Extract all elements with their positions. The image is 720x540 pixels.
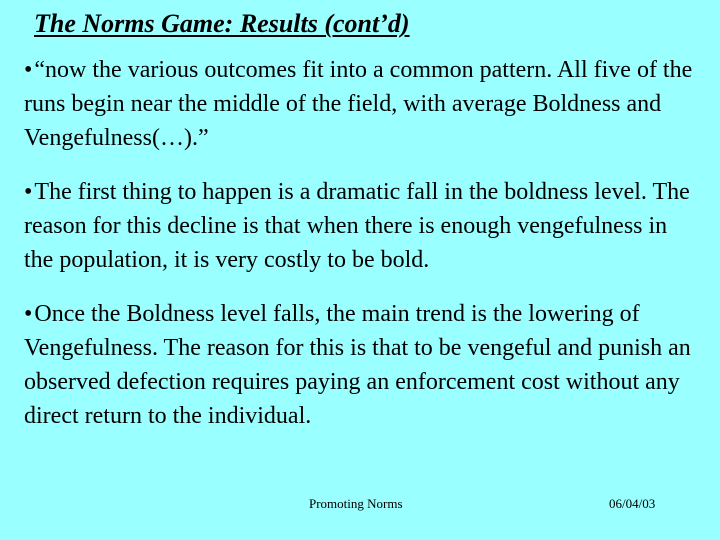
bullet-list	[24, 53, 696, 453]
bullet-text-1: “now the various outcomes fit into a common pattern. All five of the runs begin near the middle of the field, with average Boldness and Vengefulness(…).”	[24, 57, 693, 151]
bullet-mark: •	[24, 57, 33, 83]
slide-title: The Norms Game: Results (cont’d)	[34, 9, 410, 38]
bullet-mark: •	[24, 179, 33, 205]
bullet-text-3: Once the Boldness level falls, the main trend is the lowering of Vengefulness. The reason for this is that to be vengeful and punish an observed defection requires paying an enforcement cost without any direct return to the individual.	[24, 301, 691, 429]
bullet-item-2	[24, 175, 696, 277]
footer-title: Promoting Norms	[309, 496, 403, 511]
footer-date: 06/04/03	[609, 496, 656, 511]
bullet-item-1	[24, 53, 696, 155]
bullet-item-3	[24, 297, 696, 433]
bullet-text-2: The first thing to happen is a dramatic fall in the boldness level. The reason for this decline is that when there is enough vengefulness in the population, it is very costly to be bold.	[24, 179, 690, 273]
bullet-mark: •	[24, 301, 33, 327]
